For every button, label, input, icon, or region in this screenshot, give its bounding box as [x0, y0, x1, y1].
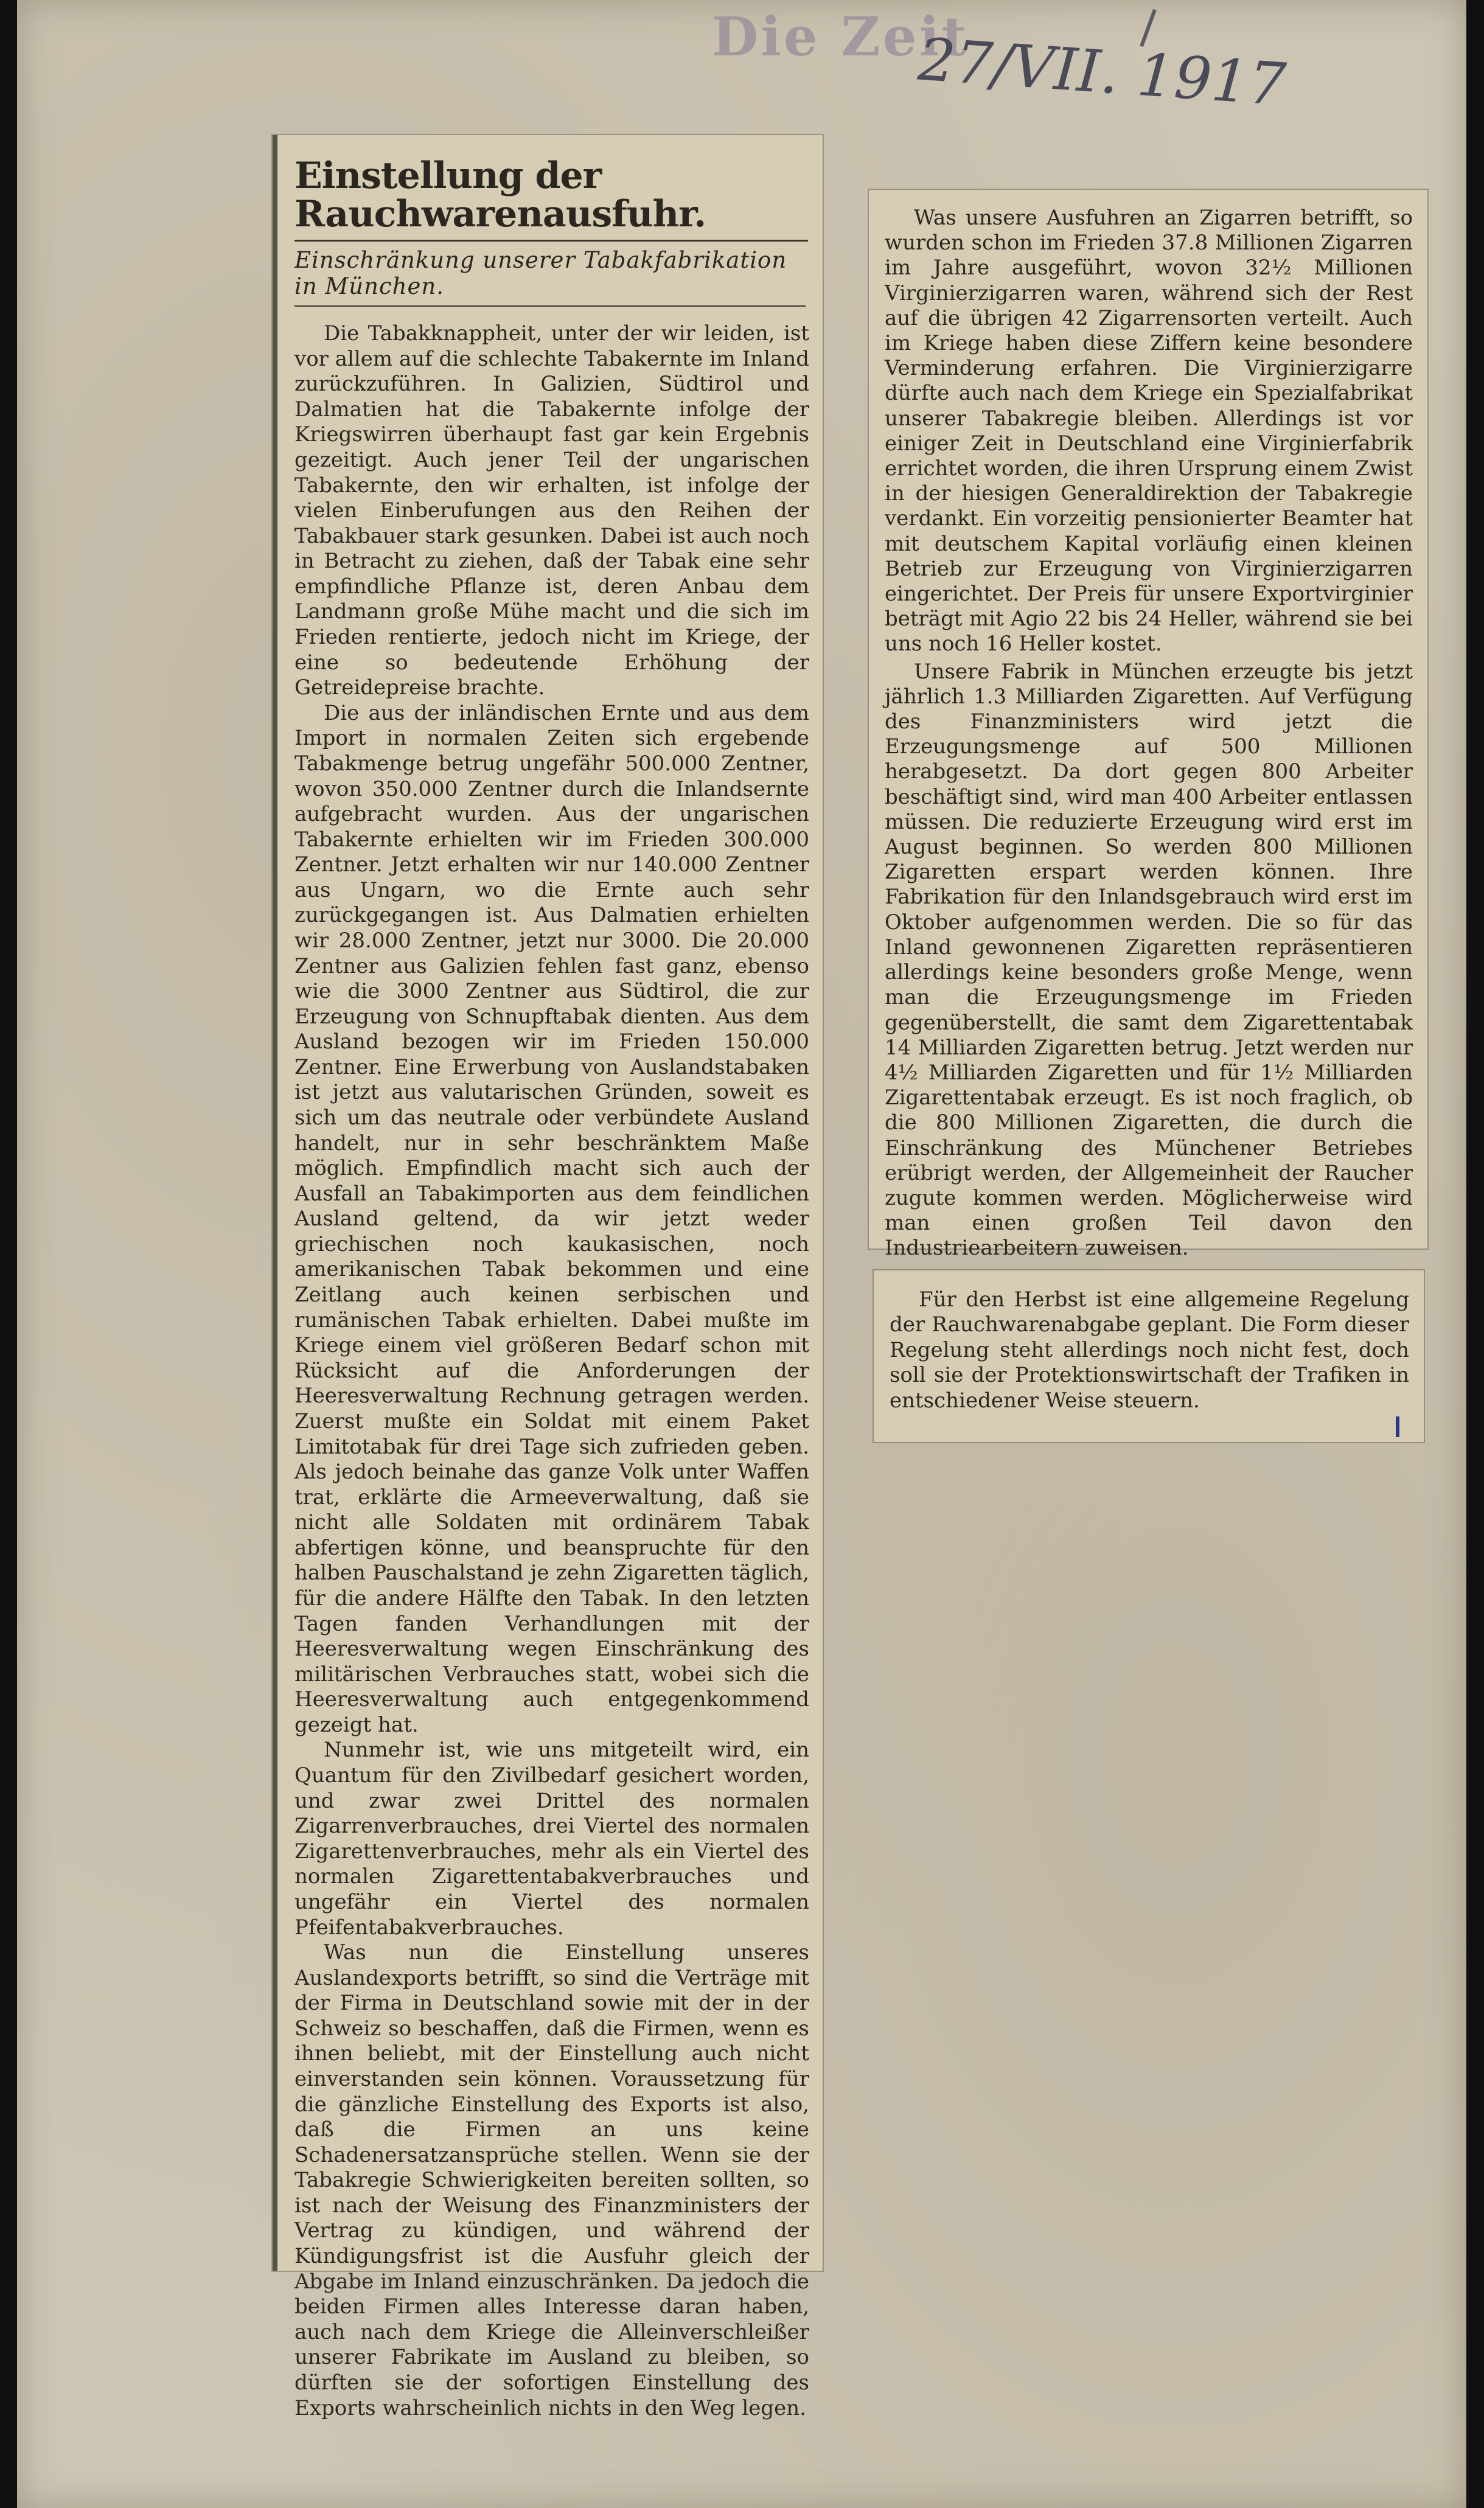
clipping-right-column [869, 190, 1427, 1261]
paragraph: Für den Herbst ist eine allgemeine Regelung der Rauchwarenabgabe geplant. Die Form dieser Regelung steht allerdings noch nicht fest, doch soll sie der Protektionswirtschaft der Trafiken in entschiedener Weise steuern. [890, 1287, 1409, 1413]
clipping-left-column [273, 135, 823, 2420]
article-headline: Einstellung der Rauchwarenausfuhr. [294, 157, 808, 242]
blue-pencil-mark [1396, 1416, 1399, 1437]
paragraph: Was nun die Einstellung unseres Auslandexports betrifft, so sind die Verträge mit der Firma in Deutschland sowie mit der in der Schweiz so beschaffen, daß die Firmen, wenn es ihnen beliebt, mit der Einstellung auch nicht einverstanden sein können. Voraussetzung für die gänzliche Einstellung des Exports ist also, daß die Firmen an uns keine Schadenersatzansprüche stellen. Wenn sie der Tabakregie Schwierigkeiten bereiten sollten, so ist nach der Weisung des Finanzministers der Vertrag zu kündigen, und während der Kündigungsfrist ist die Ausfuhr gleich der Abgabe im Inland einzuschränken. Da jedoch die beiden Firmen alles Interesse daran haben, auch nach dem Kriege die Alleinverschleißer unserer Fabrikate im Ausland zu bleiben, so dürften sie der sofortigen Einstellung des Exports wahrscheinlich nichts in den Weg legen. [294, 1940, 809, 2420]
paragraph: Nunmehr ist, wie uns mitgeteilt wird, ein Quantum für den Zivilbedarf gesichert worden, und zwar zwei Drittel des normalen Zigarrenverbrauches, drei Viertel des normalen Zigarettenverbrauches, mehr als ein Viertel des normalen Zigarettentabakverbrauches und ungefähr ein Viertel des normalen Pfeifentabakverbrauches. [294, 1738, 809, 1940]
paragraph: Unsere Fabrik in München erzeugte bis jetzt jährlich 1.3 Milliarden Zigaretten. Auf Verfügung des Finanzministers wird jetzt die Erzeugungsmenge auf 500 Millionen herabgesetzt. Da dort gegen 800 Arbeiter beschäftigt sind, wird man 400 Arbeiter entlassen müssen. Die reduzierte Erzeugung wird erst im August beginnen. So werden 800 Millionen Zigaretten erspart werden können. Ihre Fabrikation für den Inlandsgebrauch wird erst im Oktober aufgenommen werden. Die so für das Inland gewonnenen Zigaretten repräsentieren allerdings keine besonders große Menge, wenn man die Erzeugungsmenge im Frieden gegenüberstellt, die samt dem Zigarettentabak 14 Milliarden Zigaretten betrug. Jetzt werden nur 4½ Milliarden Zigaretten und für 1½ Milliarden Zigarettentabak erzeugt. Es ist noch fraglich, ob die 800 Millionen Zigaretten, die durch die Einschränkung des Münchener Betriebes erübrigt werden, der Allgemeinheit der Raucher zugute kommen werden. Möglicherweise wird man einen großen Teil davon den Industriearbeitern zuweisen. [885, 659, 1413, 1261]
clipping-note [874, 1270, 1424, 1442]
paragraph: Die Tabakknappheit, unter der wir leiden, ist vor allem auf die schlechte Tabakernte im Inland zurückzuführen. In Galizien, Südtirol und Dalmatien hat die Tabakernte infolge der Kriegswirren überhaupt fast gar kein Ergebnis gezeitigt. Auch jener Teil der ungarischen Tabakernte, den wir erhalten, ist infolge der vielen Einberufungen aus den Reihen der Tabakbauer stark gesunken. Dabei ist auch noch in Betracht zu ziehen, daß der Tabak eine sehr empfindliche Pflanze ist, deren Anbau dem Landmann große Mühe macht und die sich im Frieden rentierte, jedoch nicht im Kriege, der eine so bedeutende Erhöhung der Getreidepreise brachte. [294, 321, 809, 700]
paragraph: Die aus der inländischen Ernte und aus dem Import in normalen Zeiten sich ergebende Tabakmenge betrug ungefähr 500.000 Zentner, wovon 350.000 Zentner durch die Inlandsernte aufgebracht wurden. Aus der ungarischen Tabakernte erhielten wir im Frieden 300.000 Zentner. Jetzt erhalten wir nur 140.000 Zentner aus Ungarn, wo die Ernte auch sehr zurückgegangen ist. Aus Dalmatien erhielten wir 28.000 Zentner, jetzt nur 3000. Die 20.000 Zentner aus Galizien fehlen fast ganz, ebenso wie die 3000 Zentner aus Südtirol, die zur Erzeugung von Schnupftabak dienten. Aus dem Ausland bezogen wir im Frieden 150.000 Zentner. Eine Erwerbung von Auslandstabaken ist jetzt aus valutarischen Gründen, soweit es sich um das neutrale oder verbündete Ausland handelt, nur in sehr beschränktem Maße möglich. Empfindlich macht sich auch der Ausfall an Tabakimporten aus dem feindlichen Ausland geltend, da wir jetzt weder griechischen noch kaukasischen, noch amerikanischen Tabak bekommen und eine Zeitlang auch keinen serbischen und rumänischen Tabak erhielten. Dabei mußte im Kriege einem viel größeren Bedarf schon mit Rücksicht auf die Anforderungen der Heeresverwaltung Rechnung getragen werden. Zuerst mußte ein Soldat mit einem Paket Limitotabak für drei Tage sich zufrieden geben. Als jedoch beinahe das ganze Volk unter Waffen trat, erklärte die Armeeverwaltung, daß sie nicht alle Soldaten mit ordinärem Tabak abfertigen könne, und beanspruchte für den halben Pauschalstand je zehn Zigaretten täglich, für die andere Hälfte den Tabak. In den letzten Tagen fanden Verhandlungen mit der Heeresverwaltung wegen Einschränkung des militärischen Verbrauches statt, wobei sich die Heeresverwaltung auch entgegenkommend gezeigt hat. [294, 700, 809, 1737]
newspaper-stamp: Die Zeit [712, 5, 969, 68]
article-subheadline: Einschränkung unserer Tabakfabrikation in München. [294, 248, 806, 307]
paragraph: Was unsere Ausfuhren an Zigarren betrifft, so wurden schon im Frieden 37.8 Millionen Zigarren im Jahre ausgeführt, wovon 32½ Millionen Virginierzigarren waren, während sich der Rest auf die übrigen 42 Zigarrensorten verteilt. Auch im Kriege haben diese Ziffern keine besondere Verminderung erfahren. Die Virginierzigarre dürfte auch nach dem Kriege ein Spezialfabrikat unserer Tabakregie bleiben. Allerdings ist vor einiger Zeit in Deutschland eine Virginierfabrik errichtet worden, die ihren Ursprung einem Zwist in der hiesigen Generaldirektion der Tabakregie verdankt. Ein vorzeitig pensionierter Beamter hat mit deutschem Kapital vorläufig einen kleinen Betrieb zur Erzeugung von Virginierzigarren eingerichtet. Der Preis für unsere Exportvirginier beträgt mit Agio 22 bis 24 Heller, während sie bei uns noch 16 Heller kostet. [885, 206, 1413, 657]
handwritten-date: 27/VII. 1917 [916, 25, 1288, 119]
